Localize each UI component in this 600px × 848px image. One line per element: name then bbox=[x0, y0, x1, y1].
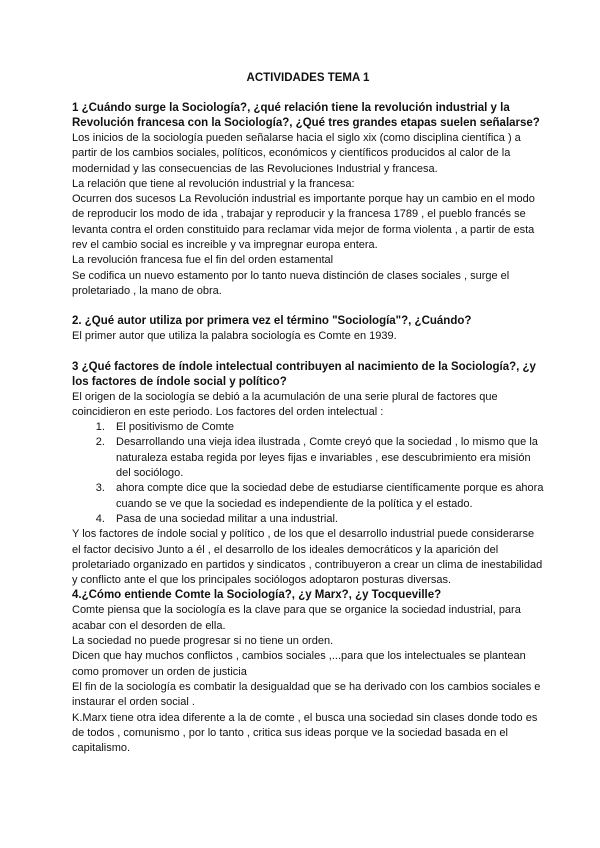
answer-paragraph: El primer autor que utiliza la palabra sociología es Comte en 1939. bbox=[72, 330, 397, 343]
section-1 bbox=[72, 101, 544, 299]
section-4 bbox=[72, 588, 544, 756]
answer-paragraph: El fin de la sociología es combatir la desigualdad que se ha derivado con los cambios sociales e instaurar el orden social . bbox=[72, 680, 541, 709]
answer-paragraph: Dicen que hay muchos conflictos , cambios sociales ,...para que los intelectuales se plantean como promover un orden de justicia bbox=[72, 650, 526, 678]
document-title: ACTIVIDADES TEMA 1 bbox=[246, 72, 370, 84]
answer-intro: El origen de la sociología se debió a la acumulación de una serie plural de factores que coincidieron en este periodo. Los factores del orden intelectual : bbox=[72, 390, 498, 418]
answer-paragraph: Los inicios de la sociología pueden señalarse hacia el siglo xix (como disciplina científica ) a partir de los cambios sociales, políticos, económicos y científicos producidos al calor de la modernidad y las consecuencias de las Revoluciones Industrial y francesa. bbox=[72, 132, 521, 175]
answer-paragraph: Se codifica un nuevo estamento por lo tanto nueva distinción de clases sociales , surge el proletariado , la mano de obra. bbox=[72, 269, 510, 297]
answer-outro: Y los factores de índole social y político , de los que el desarrollo industrial puede considerarse el factor decisivo Junto a él , el desarrollo de los ideales democráticos y la aparición del proletariado organizado en partidos y sindicatos , contribuyeron a crear un clima de inestabilidad y conflicto ante el que los principales sociólogos adoptaron posturas diversas. bbox=[72, 528, 543, 587]
question-3: 3 ¿Qué factores de índole intelectual contribuyen al nacimiento de la Sociología?, ¿y los factores de índole social y político? bbox=[72, 360, 536, 388]
list-item: 2. Desarrollando una vieja idea ilustrada , Comte creyó que la sociedad , lo mismo que la naturaleza estaba regida por leyes fijas e invariables , ese descubrimiento era misión del sociólogo. bbox=[108, 435, 544, 481]
list-item: 4. Pasa de una sociedad militar a una industrial. bbox=[108, 512, 544, 527]
list-item: 3. ahora compte dice que la sociedad debe de estudiarse científicamente porque es ahora cuando se ve que la sociedad es independiente de la política y el estado. bbox=[108, 481, 544, 512]
section-2 bbox=[72, 314, 544, 344]
answer-paragraph: Comte piensa que la sociología es la clave para que se organice la sociedad industrial, para acabar con el desorden de ella. bbox=[72, 604, 521, 632]
answer-paragraph: K.Marx tiene otra idea diferente a la de comte , el busca una sociedad sin clases donde todo es de todos , comunismo , por lo tanto , critica sus ideas porque ve la sociedad basada en el capitalismo. bbox=[72, 711, 538, 755]
question-4: 4.¿Cómo entiende Comte la Sociología?, ¿y Marx?, ¿y Tocqueville? bbox=[72, 589, 442, 602]
answer-paragraph: La revolución francesa fue el fin del orden estamental bbox=[72, 254, 334, 267]
answer-paragraph: La sociedad no puede progresar si no tiene un orden. bbox=[72, 635, 334, 648]
list-item: 1. El positivismo de Comte bbox=[108, 420, 544, 435]
factors-list bbox=[72, 420, 544, 527]
answer-paragraph: Ocurren dos sucesos La Revolución industrial es importante porque hay un cambio en el modo de reproducir los modo de ida , trabajar y reproducir y la francesa 1789 , el pueblo francés se levanta contra el orden constituido para reclamar vida mejor de forma violenta , a partir de esta rev el cambio social es increible y va impregnar europa entera. bbox=[72, 193, 535, 252]
section-3 bbox=[72, 360, 544, 589]
answer-paragraph: La relación que tiene al revolución industrial y la francesa: bbox=[72, 177, 355, 190]
question-2: 2. ¿Qué autor utiliza por primera vez el término "Sociología"?, ¿Cuándo? bbox=[72, 315, 472, 328]
question-1: 1 ¿Cuándo surge la Sociología?, ¿qué relación tiene la revolución industrial y la Revolución francesa con la Sociología?, ¿Qué tres grandes etapas suelen señalarse? bbox=[72, 102, 540, 129]
